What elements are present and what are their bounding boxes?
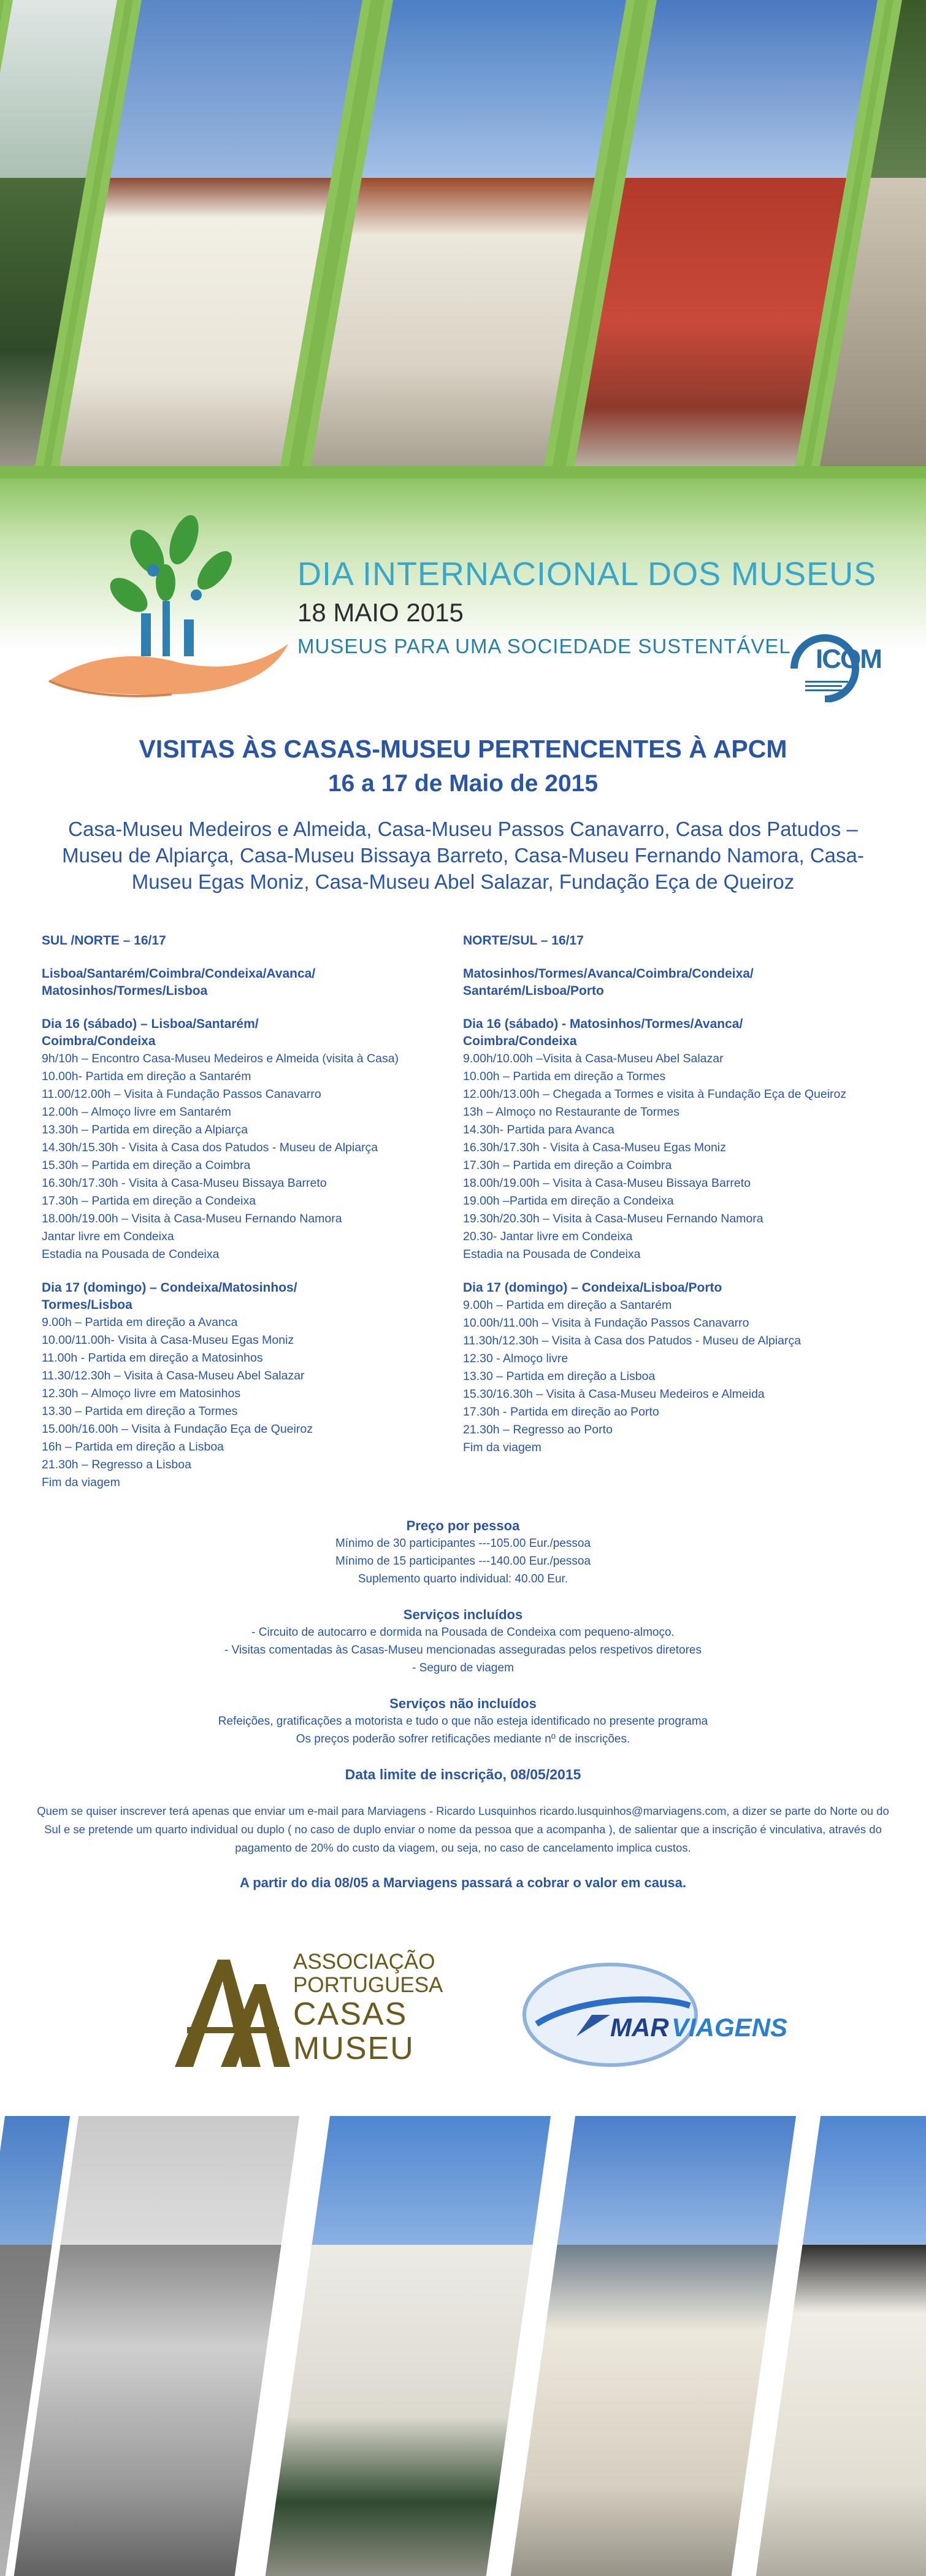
apcm-logo-icon <box>169 1953 291 2070</box>
schedule-item: 14.30h- Partida para Avanca <box>463 1123 614 1137</box>
event-dates: 16 a 17 de Maio de 2015 <box>327 770 599 797</box>
marviagens-text-b: VIAGENS <box>672 2013 788 2042</box>
price-line: Suplemento quarto individual: 40.00 Eur. <box>358 1573 568 1585</box>
schedule-item: 16h – Partida em direção a Lisboa <box>42 1440 224 1454</box>
schedule-item: 11.30/12.30h – Visita à Casa-Museu Abel Salazar <box>42 1369 305 1382</box>
schedule-item: 12.30h – Almoço livre em Matosinhos <box>42 1387 241 1400</box>
included-line: - Seguro de viagem <box>412 1662 514 1674</box>
schedule-item: 17.30h - Partida em direção ao Porto <box>463 1405 659 1419</box>
schedule-item: 9.00h – Partida em direção a Avanca <box>42 1316 238 1329</box>
schedule-item: 9h/10h – Encontro Casa-Museu Medeiros e Almeida (visita à Casa) <box>42 1052 399 1065</box>
schedule-item: 21.30h – Regresso ao Porto <box>463 1423 613 1436</box>
not-included-line: Refeições, gratificações a motorista e tudo o que não esteja identificado no presente programa <box>218 1715 708 1728</box>
direction-heading: NORTE/SUL – 16/17 <box>463 933 584 948</box>
itinerary-south-north <box>42 932 440 1492</box>
schedule-item: 18.00h/19.00h – Visita à Casa-Museu Bissaya Barreto <box>463 1176 751 1190</box>
schedule-item: 17.30h – Partida em direção a Condeixa <box>42 1194 256 1208</box>
direction-heading: SUL /NORTE – 16/17 <box>42 933 166 948</box>
marviagens-text-a: MAR <box>610 2013 669 2042</box>
day-heading: Coimbra/Condeixa <box>463 1034 577 1048</box>
museum-list: Casa-Museu Medeiros e Almeida, Casa-Museu Passos Canavarro, Casa dos Patudos – Museu de Alpiarça, Casa-Museu Bissaya Barreto, Casa-Museu Fernando Namora, Casa-Museu Egas Moniz, Casa-Museu Abel Salazar, Fundação Eça de Queiroz <box>62 818 864 893</box>
not-included-line: Os preços poderão sofrer retificações mediante nº de inscrições. <box>296 1733 630 1746</box>
schedule-item: 13.30 – Partida em direção a Lisboa <box>463 1370 656 1383</box>
schedule-item: 9.00h/10.00h –Visita à Casa-Museu Abel Salazar <box>463 1052 724 1065</box>
included-heading: Serviços incluídos <box>403 1607 523 1622</box>
schedule-item: 16.30h/17.30h - Visita à Casa-Museu Egas Moniz <box>463 1141 726 1154</box>
schedule-item: 10.00h- Partida em direção a Santarém <box>42 1070 251 1083</box>
day-heading: Dia 16 (sábado) - Matosinhos/Tormes/Avanca/ <box>463 1017 743 1031</box>
payment-notice: A partir do dia 08/05 a Marviagens passará a cobrar o valor em causa. <box>240 1875 686 1890</box>
schedule-item: 14.30h/15.30h - Visita à Casa dos Patudos - Museu de Alpiarça <box>42 1141 378 1154</box>
day-heading: Dia 16 (sábado) – Lisboa/Santarém/ <box>42 1017 259 1031</box>
schedule-item: 15.00h/16.00h – Visita à Fundação Eça de Queiroz <box>42 1422 313 1436</box>
schedule-item: 10.00/11.00h- Visita à Casa-Museu Egas Moniz <box>42 1333 294 1347</box>
apcm-line: ASSOCIAÇÃO <box>293 1950 435 1974</box>
schedule-item: Jantar livre em Condeixa <box>42 1230 174 1243</box>
included-line: - Circuito de autocarro e dormida na Pousada de Condeixa com pequeno-almoço. <box>251 1626 675 1639</box>
price-line: Mínimo de 30 participantes ---105.00 Eur./pessoa <box>335 1537 591 1550</box>
day-heading: Coimbra/Condeixa <box>42 1034 156 1048</box>
schedule-item: 11.00/12.00h – Visita à Fundação Passos Canavarro <box>42 1087 321 1101</box>
apcm-wordmark <box>293 1950 443 2066</box>
schedule-item: 20.30- Jantar livre em Condeixa <box>463 1230 633 1243</box>
schedule-item: 15.30h – Partida em direção a Coimbra <box>42 1159 251 1172</box>
schedule-item: 17.30h – Partida em direção a Coimbra <box>463 1159 672 1172</box>
registration-info: Quem se quiser inscrever terá apenas que enviar um e-mail para Marviagens - Ricardo Lusquinhos ricardo.lusquinhos@marviagens.com, a dizer se parte do Norte ou do Sul e se pretende um quarto individual ou duplo ( no caso de duplo enviar o nome da pessoa que a acompanha ), de salientar que a inscrição é vinculativa, através do pagamento de 20% do custo da viagem, ou seja, no caso de cancelamento implica custos. <box>37 1804 889 1854</box>
banner-date: 18 MAIO 2015 <box>297 598 464 627</box>
schedule-item: 13.30 – Partida em direção a Tormes <box>42 1405 238 1418</box>
marviagens-logo <box>518 1957 788 2079</box>
banner-theme: MUSEUS PARA UMA SOCIEDADE SUSTENTÁVEL <box>297 635 791 657</box>
schedule-item: 16.30h/17.30h - Visita à Casa-Museu Bissaya Barreto <box>42 1176 327 1190</box>
schedule-item: 12.30 - Almoço livre <box>463 1352 568 1365</box>
schedule-item: 21.30h – Regresso a Lisboa <box>42 1458 191 1471</box>
schedule-item: Estadia na Pousada de Condeixa <box>42 1248 220 1261</box>
schedule-item: 19.30h/20.30h – Visita à Casa-Museu Fernando Namora <box>463 1212 763 1225</box>
top-photo-collage <box>0 0 926 478</box>
icom-wordmark: ICOM <box>816 644 881 674</box>
schedule-item: 12.00h – Almoço livre em Santarém <box>42 1105 231 1119</box>
schedule-item: 9.00h – Partida em direção a Santarém <box>463 1298 672 1312</box>
hand-plant-icon <box>37 497 294 711</box>
schedule-item: Fim da viagem <box>463 1441 541 1454</box>
route-line: Matosinhos/Tormes/Lisboa <box>42 984 208 998</box>
schedule-item: 13.30h – Partida em direção a Alpiarça <box>42 1123 248 1137</box>
price-line: Mínimo de 15 participantes ---140.00 Eur./pessoa <box>335 1555 591 1568</box>
schedule-item: 10.00h – Partida em direção a Tormes <box>463 1070 666 1083</box>
apcm-line: MUSEU <box>293 2031 415 2066</box>
route-line: Matosinhos/Tormes/Avanca/Coimbra/Condeixa/ <box>463 967 754 981</box>
schedule-item: Fim da viagem <box>42 1476 120 1489</box>
day-heading: Dia 17 (domingo) – Condeixa/Matosinhos/ <box>42 1281 297 1295</box>
schedule-item: 19.00h –Partida em direção a Condeixa <box>463 1194 674 1208</box>
schedule-item: 13h – Almoço no Restaurante de Tormes <box>463 1105 680 1119</box>
route-line: Santarém/Lisboa/Porto <box>463 984 604 998</box>
apcm-line: CASAS <box>293 1996 408 2032</box>
schedule-item: 11.00h - Partida em direção a Matosinhos <box>42 1351 263 1365</box>
registration-deadline: Data limite de inscrição, 08/05/2015 <box>345 1766 581 1782</box>
schedule-item: 11.30h/12.30h – Visita à Casa dos Patudos - Museu de Alpiarça <box>463 1334 802 1347</box>
day-heading: Dia 17 (domingo) – Condeixa/Lisboa/Porto <box>463 1281 722 1295</box>
price-heading: Preço por pessoa <box>406 1518 520 1533</box>
apcm-line: PORTUGUESA <box>293 1973 443 1997</box>
schedule-item: Estadia na Pousada de Condeixa <box>463 1248 641 1261</box>
page-title: VISITAS ÀS CASAS-MUSEU PERTENCENTES À APCM <box>139 735 787 763</box>
route-line: Lisboa/Santarém/Coimbra/Condeixa/Avanca/ <box>42 967 316 981</box>
day-heading: Tormes/Lisboa <box>42 1298 132 1312</box>
itinerary-north-south <box>463 932 862 1457</box>
banner-title: DIA INTERNACIONAL DOS MUSEUS <box>297 556 877 592</box>
bottom-photo-collage <box>0 2104 926 2576</box>
included-line: - Visitas comentadas às Casas-Museu mencionadas asseguradas pelos respetivos diretores <box>224 1644 702 1657</box>
not-included-heading: Serviços não incluídos <box>389 1696 537 1711</box>
schedule-item: 10.00h/11.00h – Visita à Fundação Passos Canavarro <box>463 1316 749 1330</box>
schedule-item: 15.30/16.30h – Visita à Casa-Museu Medeiros e Almeida <box>463 1387 765 1401</box>
schedule-item: 18.00h/19.00h – Visita à Casa-Museu Fernando Namora <box>42 1212 342 1225</box>
schedule-item: 12.00h/13.00h – Chegada a Tormes e visita à Fundação Eça de Queiroz <box>463 1087 847 1101</box>
